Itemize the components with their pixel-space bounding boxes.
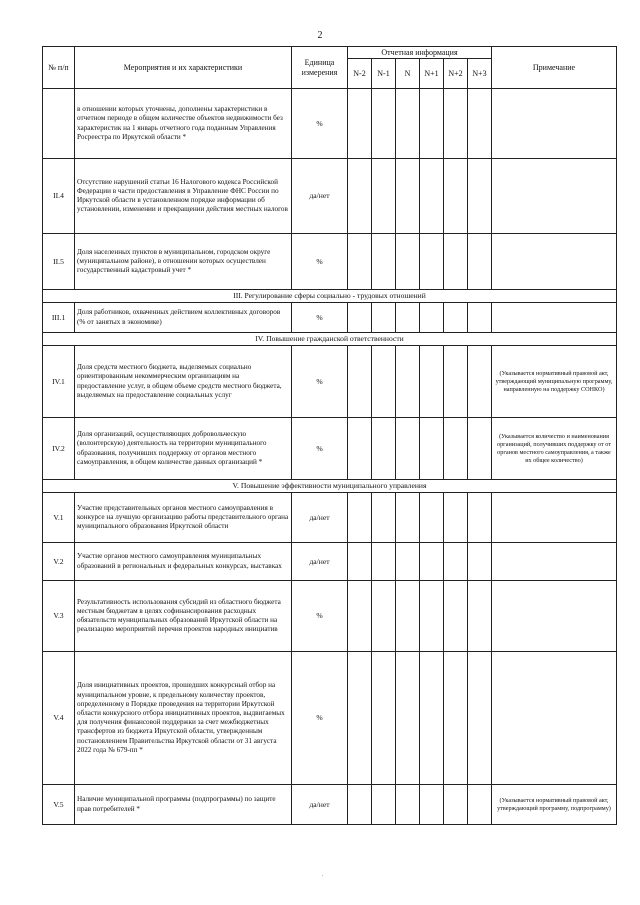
period-value-cell [444,234,468,290]
row-note: (Указывается количество и наименования организаций, получивших поддержку от от органов местного самоуправления, а также их общее количество) [492,418,617,480]
period-value-cell [468,785,492,825]
period-value-cell [420,89,444,159]
period-value-cell [396,652,420,785]
period-value-cell [420,652,444,785]
table-row [43,89,617,159]
period-value-cell [348,89,372,159]
row-note [492,303,617,333]
row-note: (Указывается нормативный правовой акт, утверждающий программу, подпрограмму) [492,785,617,825]
row-unit: % [292,89,348,159]
table-row [43,418,617,480]
period-value-cell [420,543,444,581]
header-unit: Единица измерения [292,47,348,89]
row-description: Доля работников, охваченных действием коллективных договоров (% от занятых в экономике) [75,303,292,333]
row-note: (Указывается нормативный правовой акт, утверждающий муниципальную программу, направленную на поддержку СОНКО) [492,346,617,418]
period-value-cell [348,303,372,333]
table-row [43,159,617,234]
period-value-cell [444,652,468,785]
period-value-cell [348,493,372,543]
header-number: № п/п [43,47,75,89]
period-value-cell [372,543,396,581]
section-row [43,333,617,346]
row-note [492,543,617,581]
row-unit: % [292,418,348,480]
row-unit: % [292,234,348,290]
table-row [43,303,617,333]
row-description: Отсутствие нарушений статьи 16 Налогового кодекса Российской Федерации в части предоставления в Управление ФНС России по Иркутской области в установленном порядке информации об установлении, изменении и прекращении действия местных налогов [75,159,292,234]
row-number: II.4 [43,159,75,234]
period-value-cell [468,581,492,652]
period-value-cell [396,346,420,418]
row-number: V.3 [43,581,75,652]
table-body [43,89,617,825]
header-period: N-2 [348,59,372,89]
period-value-cell [348,581,372,652]
row-number: V.4 [43,652,75,785]
period-value-cell [372,89,396,159]
period-value-cell [348,543,372,581]
row-description: Доля инициативных проектов, прошедших конкурсный отбор на муниципальном уровне, к предельному количеству проектов, определенному в Порядке проведения на территории Иркутской области конкурсного отбора инициативных проектов, выдвигаемых для получения финансовой поддержки за счет межбюджетных трансфертов из бюджета Иркутской области, утвержденным постановлением Правительства Иркутской области от 31 августа 2022 года № 679-пп * [75,652,292,785]
period-value-cell [348,418,372,480]
period-value-cell [468,543,492,581]
header-event: Мероприятия и их характеристики [75,47,292,89]
section-title: V. Повышение эффективности муниципального управления [43,480,617,493]
period-value-cell [444,785,468,825]
period-value-cell [372,234,396,290]
row-unit: да/нет [292,159,348,234]
table-row [43,493,617,543]
period-value-cell [372,785,396,825]
period-value-cell [468,346,492,418]
period-value-cell [348,346,372,418]
period-value-cell [420,581,444,652]
period-value-cell [372,652,396,785]
period-value-cell [468,89,492,159]
row-description: Результативность использования субсидий из областного бюджета местным бюджетам в целях софинансирования расходных обязательств муниципальных образований Иркутской области на реализацию мероприятий перечня проектов народных инициатив [75,581,292,652]
period-value-cell [444,159,468,234]
period-value-cell [468,234,492,290]
period-value-cell [444,493,468,543]
row-note [492,234,617,290]
period-value-cell [396,159,420,234]
period-value-cell [444,543,468,581]
period-value-cell [372,159,396,234]
header-period: N [396,59,420,89]
period-value-cell [420,418,444,480]
period-value-cell [468,159,492,234]
header-period: N+1 [420,59,444,89]
row-note [492,159,617,234]
row-note [492,652,617,785]
table-header [43,47,617,89]
period-value-cell [348,234,372,290]
period-value-cell [396,581,420,652]
period-value-cell [396,493,420,543]
row-description: Доля организаций, осуществляющих добровольческую (волонтерскую) деятельность на территории муниципального образования, получивших поддержку от органов местного самоуправления, в общем количестве данных организаций * [75,418,292,480]
row-description: Доля населенных пунктов в муниципальном, городском округе (муниципальном районе), в отношении которых осуществлен государственный кадастровый учет * [75,234,292,290]
period-value-cell [420,303,444,333]
period-value-cell [348,785,372,825]
section-row [43,290,617,303]
period-value-cell [348,652,372,785]
table-row [43,346,617,418]
table-row [43,581,617,652]
row-unit: % [292,346,348,418]
period-value-cell [396,234,420,290]
period-value-cell [396,89,420,159]
period-value-cell [372,303,396,333]
row-note [492,493,617,543]
period-value-cell [420,346,444,418]
period-value-cell [468,303,492,333]
period-value-cell [468,652,492,785]
row-number: II.5 [43,234,75,290]
period-value-cell [444,418,468,480]
period-value-cell [372,493,396,543]
period-value-cell [372,418,396,480]
header-period: N-1 [372,59,396,89]
row-number: V.5 [43,785,75,825]
period-value-cell [396,543,420,581]
row-number: V.1 [43,493,75,543]
row-number: IV.1 [43,346,75,418]
table-row [43,785,617,825]
period-value-cell [396,785,420,825]
footer-mark: . [322,872,324,878]
period-value-cell [420,234,444,290]
page-number: 2 [317,30,323,41]
row-number [43,89,75,159]
header-note: Примечание [492,47,617,89]
row-unit: % [292,652,348,785]
header-report-info: Отчетная информация [348,47,492,59]
row-unit: % [292,303,348,333]
header-period: N+3 [468,59,492,89]
row-description: Доля средств местного бюджета, выделяемых социально ориентированным некоммерческим организациям на предоставление услуг, в общем объеме средств местного бюджета, выделяемых на предоставление социальных услуг [75,346,292,418]
row-number: IV.2 [43,418,75,480]
period-value-cell [444,581,468,652]
report-table [42,46,617,825]
header-period: N+2 [444,59,468,89]
row-description: Участие представительных органов местного самоуправления в конкурсе на лучшую организацию работы представительного органа муниципального образования Иркутской области [75,493,292,543]
section-title: IV. Повышение гражданской ответственности [43,333,617,346]
row-note [492,581,617,652]
section-title: III. Регулирование сферы социально - трудовых отношений [43,290,617,303]
row-number: V.2 [43,543,75,581]
row-note [492,89,617,159]
period-value-cell [396,303,420,333]
row-description: в отношении которых уточнены, дополнены характеристики в отчетном периоде в общем количестве объектов недвижимости без характеристик на 1 январь отчетного года поданным Управления Росреестра по Иркутской области * [75,89,292,159]
row-description: Участие органов местного самоуправления муниципальных образований в региональных и федеральных конкурсах, выставках [75,543,292,581]
period-value-cell [468,418,492,480]
period-value-cell [444,303,468,333]
period-value-cell [396,418,420,480]
table-row [43,652,617,785]
period-value-cell [372,346,396,418]
period-value-cell [420,493,444,543]
section-row [43,480,617,493]
period-value-cell [420,159,444,234]
period-value-cell [348,159,372,234]
period-value-cell [420,785,444,825]
row-unit: % [292,581,348,652]
period-value-cell [372,581,396,652]
period-value-cell [444,346,468,418]
table-row [43,543,617,581]
row-unit: да/нет [292,785,348,825]
period-value-cell [468,493,492,543]
row-number: III.1 [43,303,75,333]
row-unit: да/нет [292,493,348,543]
row-unit: да/нет [292,543,348,581]
table-row [43,234,617,290]
row-description: Наличие муниципальной программы (подпрограммы) по защите прав потребителей * [75,785,292,825]
period-value-cell [444,89,468,159]
